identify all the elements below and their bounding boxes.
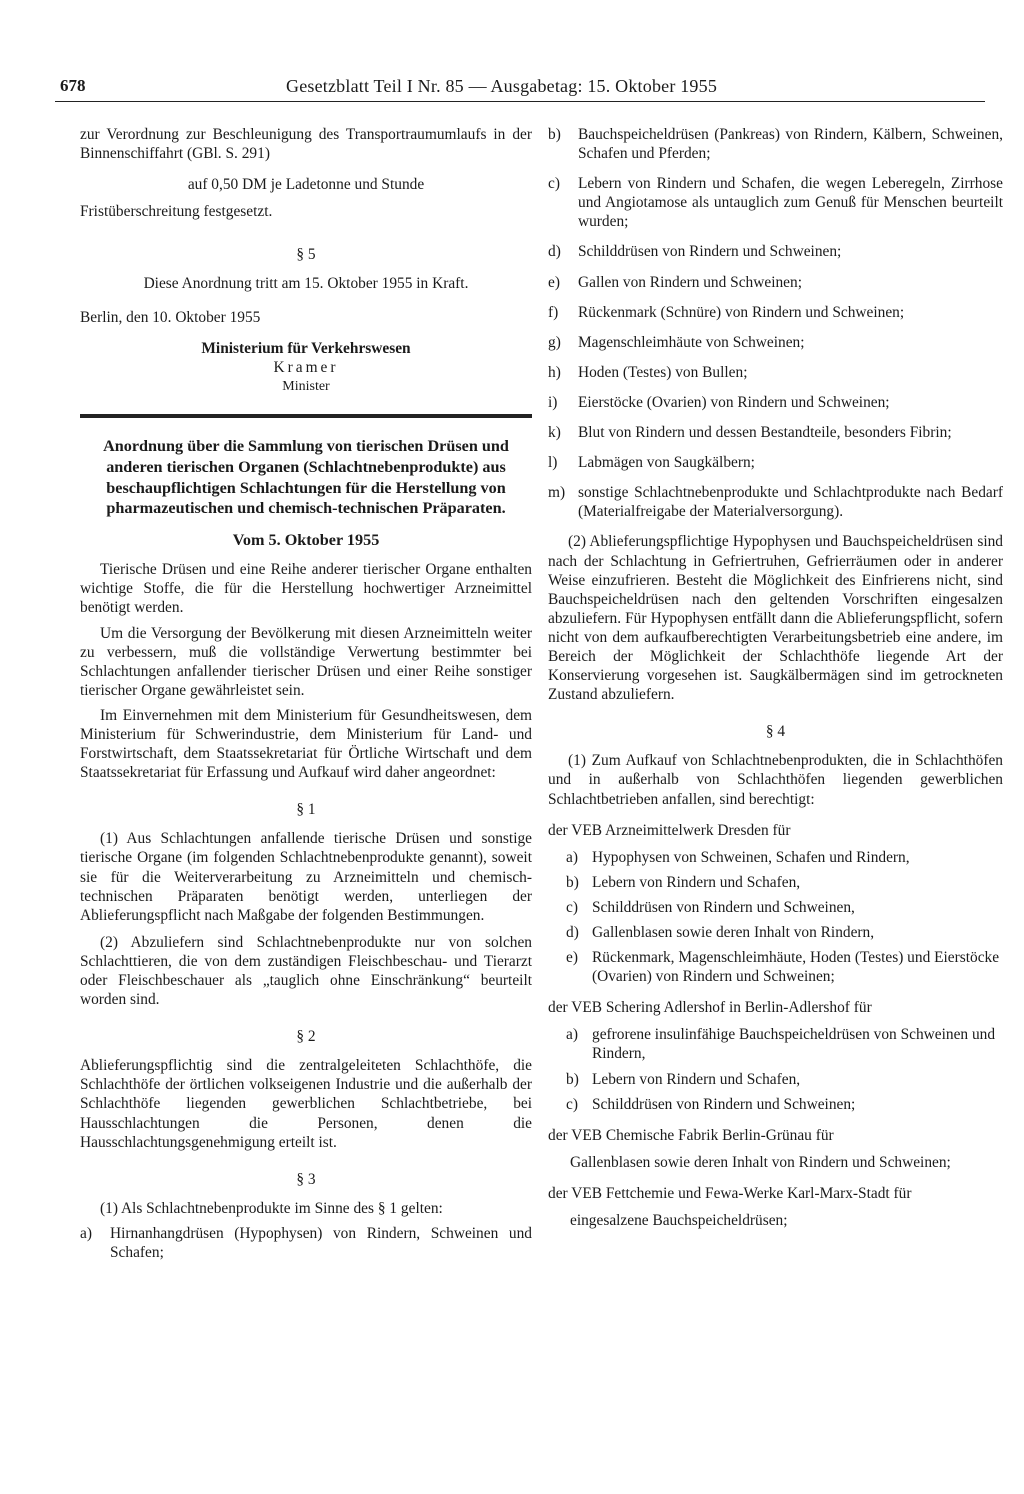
list-item-label: d) — [566, 924, 579, 941]
ordinance-title: Anordnung über die Sammlung von tierischen Drüsen und anderen tierischen Organen (Schlachtnebenprodukte) aus beschaupflichtigen Schlachtungen für die Herstellung von pharmazeutischen und chemisch-technischen Präparaten. — [103, 436, 509, 518]
list-item-text: Lebern von Rindern und Schafen, die wegen Leberegeln, Zirrhose und Angiotamose als untauglich zum Genuß für Menschen beurteilt wurden; — [578, 175, 1003, 231]
list-item — [548, 423, 1003, 442]
list-item-label: c) — [548, 175, 560, 193]
section-4-paragraph-1: (1) Zum Aufkauf von Schlachtnebenprodukten, die in Schlachthöfen und in außerhalb von Schlachthöfen liegenden gewerblichen Schlachtbetrieben anfallen, sind berechtigt: — [548, 752, 1003, 808]
firm-2: der VEB Schering Adlershof in Berlin-Adlershof für — [548, 999, 872, 1017]
list-item — [548, 948, 1003, 986]
firm-3-text: Gallenblasen sowie deren Inhalt von Rindern und Schweinen; — [570, 1153, 951, 1171]
list-item — [548, 363, 1003, 382]
intro-paragraph-3: Im Einvernehmen mit dem Ministerium für Gesundheitswesen, dem Ministerium für Schwerindustrie, dem Ministerium für Land- und Forstwirtschaft, dem Staatssekretariat für Örtliche Wirtschaft und dem Staatssekretariat für Erfassung und Aufkauf wird daher angeordnet: — [80, 706, 532, 782]
section-5-text: Diese Anordnung tritt am 15. Oktober 1955 in Kraft. — [143, 275, 469, 293]
list-item-text: Eierstöcke (Ovarien) von Rindern und Schweinen; — [578, 393, 890, 411]
list-item — [548, 848, 1003, 867]
list-item-text: Schilddrüsen von Rindern und Schweinen; — [592, 1095, 856, 1113]
signer-name: Kramer — [273, 358, 339, 376]
list-item — [548, 333, 1003, 352]
list-item — [548, 873, 1003, 892]
section-2-heading: § 2 — [296, 1028, 316, 1046]
list-item-text: Bauchspeicheldrüsen (Pankreas) von Rindern, Kälbern, Schweinen, Schafen und Pferden; — [578, 126, 1003, 163]
header-rule — [55, 101, 985, 102]
list-item — [548, 125, 1003, 163]
section-1-paragraph-2: (2) Abzuliefern sind Schlachtnebenprodukte nur von solchen Schlachttieren, die von dem zuständigen Fleischbeschau- und Tierarzt oder Fleischbeschauer als „tauglich ohne Einschränkung“ beurteilt worden sind. — [80, 933, 532, 1009]
list-item-label: g) — [548, 333, 561, 351]
section-2-text: Ablieferungspflichtig sind die zentralgeleiteten Schlachthöfe, die Schlachthöfe der örtlichen volkseigenen Industrie und die außerhalb der Schlachthöfe liegenden gewerblichen Schlachtbetriebe, bei Hausschlachtungen die Personen, denen die Hausschlachtungsgenehmigung erteilt ist. — [80, 1057, 532, 1151]
intro-paragraph-1: Tierische Drüsen und eine Reihe anderer tierischer Organe enthalten wichtige Stoffe, die für die Herstellung hochwertiger Arzneimittel benötigt werden. — [80, 561, 532, 617]
list-item-text: Schilddrüsen von Rindern und Schweinen, — [592, 898, 855, 916]
list-item — [548, 923, 1003, 942]
list-item-label: a) — [80, 1224, 92, 1242]
list-item-label: e) — [548, 273, 560, 291]
list-item-text: Hirnanhangdrüsen (Hypophysen) von Rindern, Schweinen und Schafen; — [110, 1224, 532, 1262]
list-item-text: Labmägen von Saugkälbern; — [578, 454, 755, 472]
list-item-text: gefrorene insulinfähige Bauchspeicheldrüsen von Schweinen und Rindern, — [592, 1026, 996, 1063]
page-header — [60, 76, 984, 102]
place-date: Berlin, den 10. Oktober 1955 — [80, 308, 261, 326]
list-item-label: c) — [566, 898, 578, 916]
section-3-list-continued — [548, 125, 1003, 521]
list-item-label: a) — [566, 1026, 578, 1044]
list-item-label: l) — [548, 454, 558, 472]
list-item-text: Hoden (Testes) von Bullen; — [578, 363, 748, 381]
list-item-label: b) — [548, 126, 561, 143]
prev-text-line-1: zur Verordnung zur Beschleunigung des Transportraumumlaufs in der Binnenschiffahrt (GBl. S. 291) — [80, 126, 532, 163]
list-item-text: Blut von Rindern und dessen Bestandteile, besonders Fibrin; — [578, 424, 952, 442]
list-item-text: Hypophysen von Schweinen, Schafen und Rindern, — [592, 848, 910, 866]
ministry-name: Ministerium für Verkehrswesen — [201, 339, 411, 357]
list-item — [548, 242, 1003, 261]
list-item-label: b) — [566, 1070, 579, 1088]
list-item-label: c) — [566, 1095, 578, 1113]
list-item — [80, 1224, 532, 1262]
section-3-paragraph-2: (2) Ablieferungspflichtige Hypophysen und Bauchspeicheldrüsen sind nach der Schlachtung in Gefriertruhen, Gefrierräumen oder in anderer Weise einzufrieren. Besteht die Möglichkeit des Einfrierens nicht, sind Bauchspeicheldrüsen nach den geltenden Vorschriften eingesalzen abzuliefern. Für Hypophysen entfällt dann die Ablieferungspflicht, sofern nicht von dem aufkaufberechtigten Verarbeitungsbetrieb eine andere, im Bereich der Möglichkeit der Schlachthöfe liegende Art der Konservierung vorgesehen ist. Saugkälbermägen sind im getrockneten Zustand abzuliefern. — [548, 533, 1003, 704]
list-item-label: k) — [548, 424, 561, 442]
firm-4: der VEB Fettchemie und Fewa-Werke Karl-Marx-Stadt für — [548, 1184, 912, 1202]
section-1-heading: § 1 — [296, 801, 316, 819]
list-item-text: Magenschleimhäute von Schweinen; — [578, 333, 805, 351]
page-number: 678 — [60, 76, 86, 95]
firm-1: der VEB Arzneimittelwerk Dresden für — [548, 821, 791, 839]
left-column — [80, 125, 532, 1273]
list-item-text: Lebern von Rindern und Schafen, — [592, 873, 801, 891]
ordinance-date: Vom 5. Oktober 1955 — [232, 531, 380, 550]
list-item-label: e) — [566, 949, 578, 967]
list-item-text: Rückenmark (Schnüre) von Rindern und Schweinen; — [578, 303, 905, 321]
list-item-text: Lebern von Rindern und Schafen, — [592, 1070, 801, 1088]
prev-text-line-3: Fristüberschreitung festgesetzt. — [80, 203, 273, 221]
list-item — [548, 393, 1003, 412]
section-3-intro: (1) Als Schlachtnebenprodukte im Sinne des § 1 gelten: — [100, 1199, 443, 1217]
section-divider — [80, 414, 532, 418]
section-5-heading: § 5 — [296, 246, 316, 264]
list-item — [548, 483, 1003, 521]
prev-text-line-2: auf 0,50 DM je Ladetonne und Stunde — [187, 176, 425, 194]
list-item-text: Rückenmark, Magenschleimhäute, Hoden (Testes) und Eierstöcke (Ovarien) von Rindern und Schweinen; — [592, 949, 1000, 986]
section-4-heading: § 4 — [765, 723, 786, 741]
firm-3: der VEB Chemische Fabrik Berlin-Grünau für — [548, 1126, 834, 1144]
signer-role: Minister — [282, 378, 330, 394]
list-item-text: Schilddrüsen von Rindern und Schweinen; — [578, 243, 842, 261]
list-item — [548, 303, 1003, 322]
list-item-text: sonstige Schlachtnebenprodukte und Schlachtprodukte nach Bedarf (Materialfreigabe der Materialversorgung). — [578, 484, 1003, 521]
intro-paragraph-2: Um die Versorgung der Bevölkerung mit diesen Arzneimitteln weiter zu verbessern, muß die vollständige Verwertung bestimmter bei Schlachtungen anfallender tierischer Drüsen und einer Reihe sonstiger tierischer Organe gewährleistet sein. — [80, 624, 532, 699]
right-column — [548, 125, 1003, 1238]
list-item — [548, 273, 1003, 292]
list-item-label: b) — [566, 873, 579, 891]
list-item — [548, 1070, 1003, 1089]
list-item — [548, 898, 1003, 917]
list-item-label: f) — [548, 303, 559, 321]
section-3-heading: § 3 — [296, 1170, 316, 1188]
list-item-text: Gallen von Rindern und Schweinen; — [578, 273, 802, 291]
list-item-text: Gallenblasen sowie deren Inhalt von Rindern, — [592, 924, 875, 941]
list-item — [548, 1025, 1003, 1063]
list-item — [548, 453, 1003, 472]
firm-4-text: eingesalzene Bauchspeicheldrüsen; — [570, 1212, 788, 1230]
section-1-paragraph-1: (1) Aus Schlachtungen anfallende tierische Drüsen und sonstige tierische Organe (im folgenden Schlachtnebenprodukte genannt), soweit sie für die Weiterverarbeitung zu Arzneimitteln und chemisch-technischen Präparaten benötigt werden, unterliegen der Ablieferungspflicht nach Maßgabe der folgenden Bestimmungen. — [80, 830, 532, 924]
list-item-label: d) — [548, 243, 561, 261]
header-title: Gesetzblatt Teil I Nr. 85 — Ausgabetag: 15. Oktober 1955 — [286, 76, 718, 96]
list-item-label: h) — [548, 363, 561, 381]
list-item — [548, 174, 1003, 231]
list-item-label: m) — [548, 484, 566, 502]
list-item-label: i) — [548, 393, 558, 411]
list-item — [548, 1095, 1003, 1114]
list-item-label: a) — [566, 848, 578, 866]
